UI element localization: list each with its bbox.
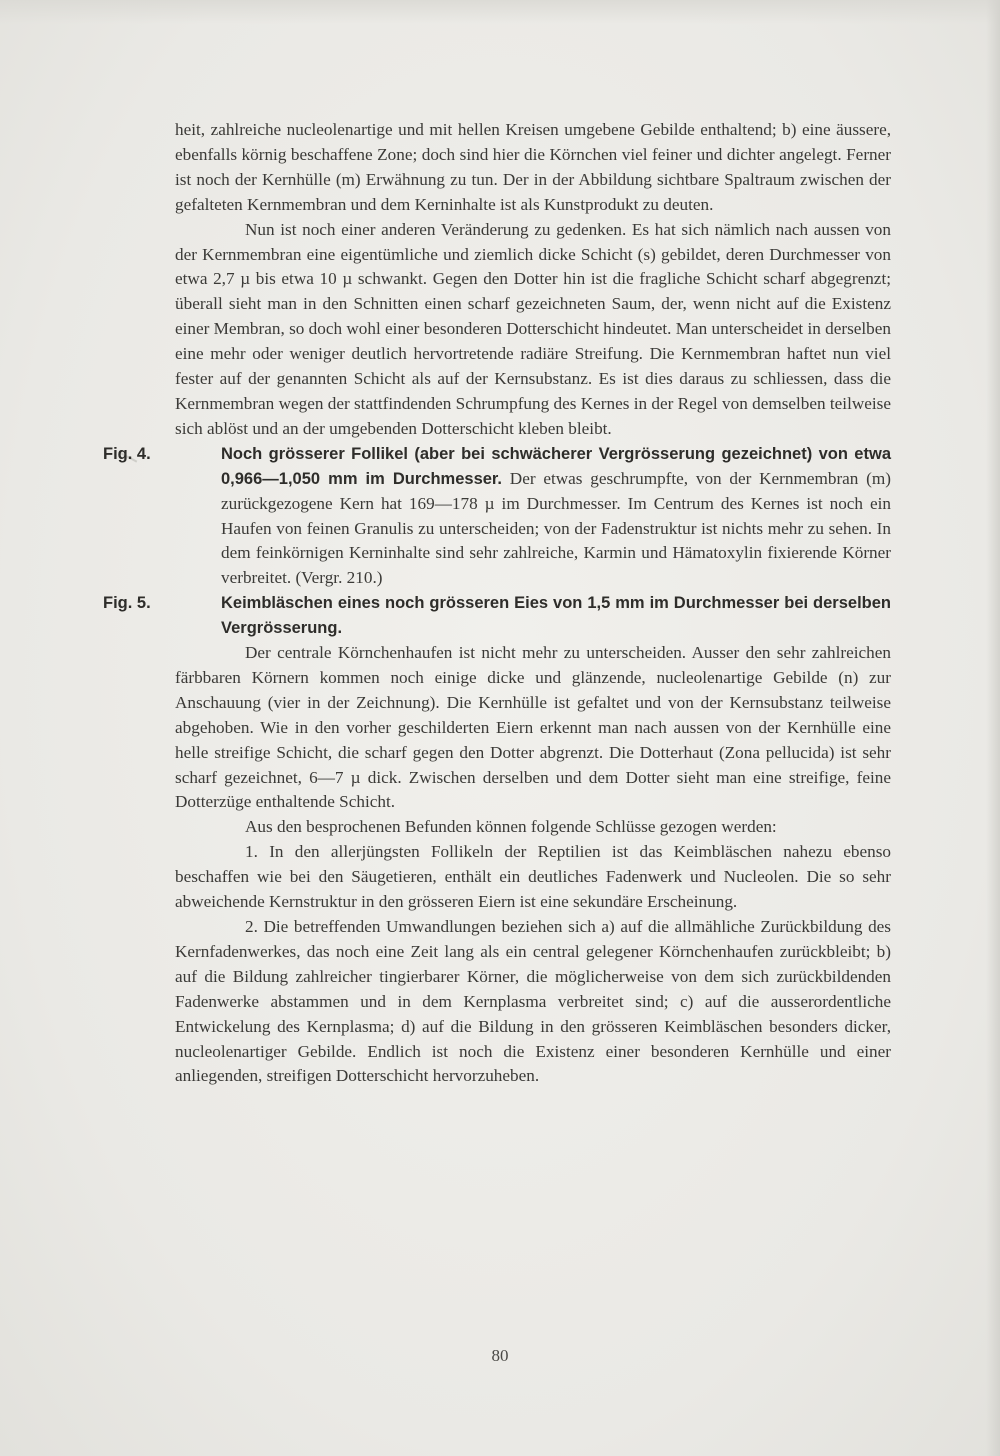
conclusion-2: 2. Die betreffenden Umwandlungen beziehen sich a) auf die allmähliche Zurückbildung des Kernfadenwerkes, das noch eine Zeit lang als ein central gelegener Körnchenhaufen zurückbleibt; b) auf die Bildung zahlreicher tingierbarer Körner, die möglicherweise von dem sich zurückbildenden Fadenwerke abstammen und in dem Kernplasma verbreitet sind; c) auf die ausserordentliche Entwickelung des Kernplasma; d) auf die Bildung in den grösseren Keimbläschen besonders dicker, nucleolenartiger Gebilde. Endlich ist noch die Existenz einer besonderen Kernhülle und einer anliegenden, streifigen Dotterschicht hervorzuheben.	[175, 917, 891, 1086]
paragraph-continued: heit, zahlreiche nucleolenartige und mit hellen Kreisen umgebene Gebilde enthaltend; b) eine äussere, ebenfalls körnig beschaffene Zone; doch sind hier die Körnchen viel feiner und dichter angelegt. Ferner ist noch der Kernhülle (m) Erwähnung zu tun. Der in der Abbildung sichtbare Spaltraum zwischen der gefalteten Kernmembran und dem Kerninhalte ist als Kunstprodukt zu deuten.	[175, 120, 891, 214]
page-top-shadow	[0, 0, 1000, 24]
body-text	[103, 118, 891, 1089]
figure-4-body: Der etwas geschrumpfte, von der Kernmembran (m) zurückgezogene Kern hat 169—178 µ im Durchmesser. Im Centrum des Kernes ist noch ein Haufen von feinen Granulis zu unterscheiden; von der Fadenstruktur ist nichts mehr zu sehen. In dem feinkörnigen Kerninhalte sind sehr zahlreiche, Karmin und Hämatoxylin fixierende Körner verbreitet. (Vergr. 210.)	[221, 468, 891, 588]
page-number: 80	[491, 1346, 509, 1365]
figure-5-title: Keimbläschen eines noch grösseren Eies von 1,5 mm im Durchmesser bei derselben Vergrösserung.	[221, 594, 891, 638]
conclusion-1: 1. In den allerjüngsten Follikeln der Reptilien ist das Keimbläschen nahezu ebenso beschaffen wie bei den Säugetieren, enthält ein deutliches Fadenwerk und Nucleolen. Die so sehr abweichende Kernstruktur in den grösseren Eiern ist eine sekundäre Erscheinung.	[175, 842, 891, 912]
figure-5-label: Fig. 5.	[103, 594, 151, 613]
paragraph-change: Nun ist noch einer anderen Veränderung zu gedenken. Es hat sich nämlich nach aussen von der Kernmembran eine eigentümliche und ziemlich dicke Schicht (s) gebildet, deren Durchmesser von etwa 2,7 µ bis etwa 10 µ schwankt. Gegen den Dotter hin ist die fragliche Schicht scharf abgegrenzt; überall sieht man in den Schnitten einen scharf gezeichneten Saum, der, wenn nicht auf die Existenz einer Membran, so doch wohl einer besonderen Dotterschicht hindeutet. Man unterscheidet in derselben eine mehr oder weniger deutlich hervortretende radiäre Streifung. Die Kernmembran haftet nun viel fester auf der genannten Schicht als auf der Kernsubstanz. Es ist dies daraus zu schliessen, dass die Kernmembran wegen der stattfindenden Schrumpfung des Kernes in der Regel von demselben teilweise sich ablöst und an der umgebenden Dotterschicht kleben bleibt.	[175, 219, 891, 438]
figure-4-label: Fig. 4.	[103, 444, 151, 463]
figure-4-title: Noch grösserer Follikel (aber bei schwächerer Vergrösserung gezeichnet) von etwa 0,966—1,050 mm im Durchmesser.	[221, 444, 891, 488]
page-edge-shadow	[986, 0, 1000, 1456]
figure-5-caption	[103, 591, 891, 641]
conclusion-intro: Aus den besprochenen Befunden können folgende Schlüsse gezogen werden:	[245, 817, 777, 837]
figure-4-caption	[103, 442, 891, 591]
figure-5-body: Der centrale Körnchenhaufen ist nicht mehr zu unterscheiden. Ausser den sehr zahlreichen färbbaren Körnern kommen noch einige dicke und glänzende, nucleolenartige Gebilde (n) zur Anschauung (vier in der Zeichnung). Die Kernhülle ist gefaltet und von der Kernsubstanz teilweise abgehoben. Wie in den vorher geschilderten Eiern erkennt man nach aussen von der Kernhülle eine helle streifige Schicht, die scharf gegen den Dotter abgrenzt. Die Dotterhaut (Zona pellucida) ist sehr scharf gezeichnet, 6—7 µ dick. Zwischen derselben und dem Dotter sieht man eine streifige, feine Dotterzüge enthaltende Schicht.	[175, 643, 891, 812]
